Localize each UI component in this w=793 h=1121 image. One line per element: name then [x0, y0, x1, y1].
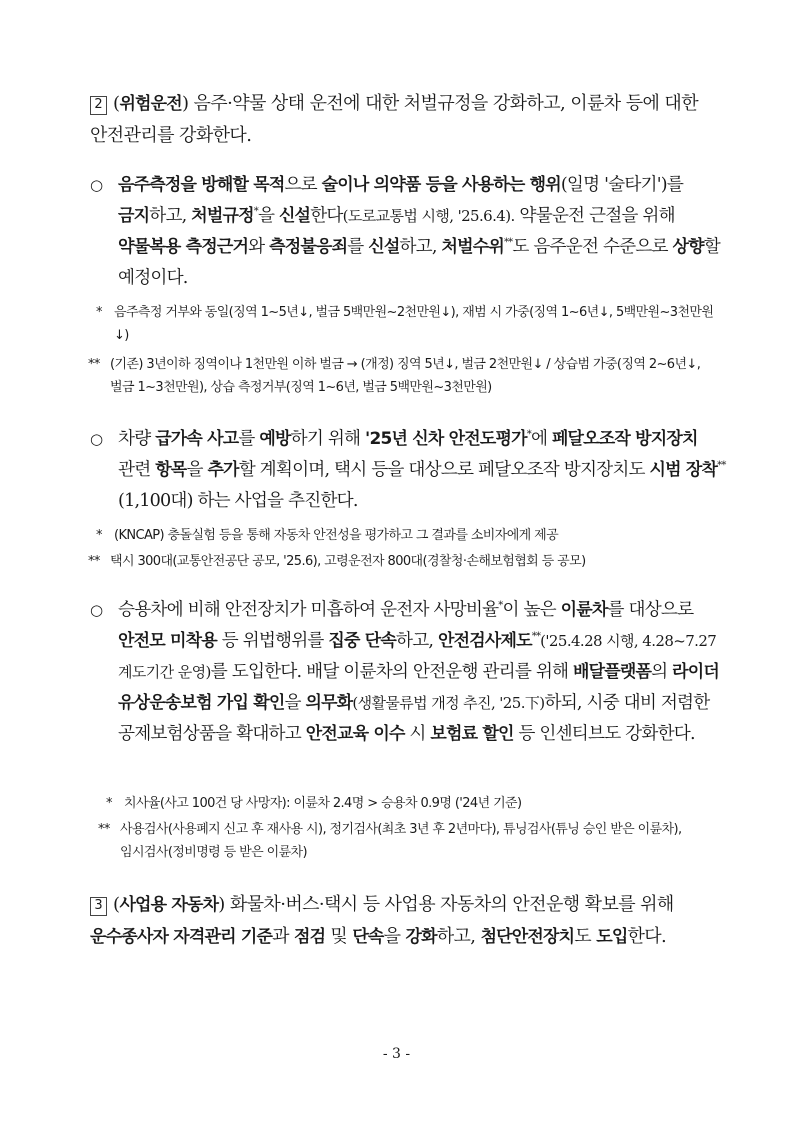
bullet-marker: ○	[90, 430, 103, 448]
footnote-1-1: * 음주측정 거부와 동일(징역 1~5년↓, 벌금 5백만원~2천만원↓), 재범 시 가중(징역 1~6년↓, 5백만원~3천만원↓)	[96, 305, 714, 343]
section-number-box: 2	[90, 96, 107, 115]
bullet-marker: ○	[90, 176, 103, 194]
footnote-3-2: ** 사용검사(사용폐지 신고 후 재사용 시), 정기검사(최초 3년 후 2년마다), 튜닝검사(튜닝 승인 받은 이륜차), 임시검사(정비명령 등 받은 이륜차)	[98, 822, 682, 860]
bullet-3	[90, 595, 730, 750]
footnote-3-1: * 치사율(사고 100건 당 사망자): 이륜차 2.4명 > 승용차 0.9명 ('24년 기준)	[106, 796, 522, 811]
bullet-2	[90, 424, 730, 517]
footnote-1-2: ** (기존) 3년이하 징역이나 1천만원 이하 벌금 → (개정) 징역 5년↓, 벌금 2천만원↓ / 상습범 가중(징역 2~6년↓, 벌금 1~3천만원), 상습 측정거부(징역 1~6년, 벌금 5백만원~3천만원)	[88, 357, 701, 395]
page-number: - 3 -	[382, 1046, 411, 1062]
section-title: 위험운전	[119, 94, 182, 114]
footnote-2-1: * (KNCAP) 충돌실험 등을 통해 자동차 안전성을 평가하고 그 결과를 소비자에게 제공	[96, 528, 559, 543]
section-number-box: 3	[90, 897, 107, 916]
section-3: 3 (사업용 자동차) 화물차·버스·택시 등 사업용 자동차의 안전운행 확보를 위해 운수종사자 자격관리 기준과 점검 및 단속을 강화하고, 첨단안전장치도 도입한다.	[90, 894, 674, 947]
bullet-text: 음주측정을 방해할 목적으로 술이나 의약품 등을 사용하는 행위(일명 '술타기')를 금지하고, 처벌규정*을 신설한다(도로교통법 시행, '25.6.4). 약물운전 근절을 위해 약물복용 측정근거와 측정불응죄를 신설하고, 처벌수위**도 음주운전 수준으로 상향할 예정이다.	[118, 175, 720, 288]
section-2: 2 (위험운전) 음주·약물 상태 운전에 대한 처벌규정을 강화하고, 이륜차 등에 대한 안전관리를 강화한다.	[90, 93, 698, 146]
bullet-marker: ○	[90, 601, 103, 619]
bullet-1	[90, 170, 730, 294]
footnote-2-2: ** 택시 300대(교통안전공단 공모, '25.6), 고령운전자 800대(경찰청·손해보험협회 등 공모)	[88, 554, 586, 569]
section-text: 음주·약물 상태 운전에 대한 처벌규정을 강화하고, 이륜차 등에 대한 안전관리를 강화한다.	[90, 93, 698, 146]
bullet-text: 차량 급가속 사고를 예방하기 위해 '25년 신차 안전도평가*에 페달오조작 방지장치 관련 항목을 추가할 계획이며, 택시 등을 대상으로 페달오조작 방지장치도 시범 장착**(1,100대) 하는 사업을 추진한다.	[118, 429, 726, 511]
bullet-text: 승용차에 비해 안전장치가 미흡하여 운전자 사망비율*이 높은 이륜차를 대상으로 안전모 미착용 등 위법행위를 집중 단속하고, 안전검사제도**('25.4.28 시행, 4.28~7.27 계도기간 운영)를 도입한다. 배달 이륜차의 안전운행 관리를 위해 배달플랫폼의 라이더 유상운송보험 가입 확인을 의무화(생활물류법 개정 추진, '25.下)하되, 시중 대비 저렴한 공제보험상품을 확대하고 안전교육 이수 시 보험료 할인 등 인센티브도 강화한다.	[118, 600, 720, 744]
